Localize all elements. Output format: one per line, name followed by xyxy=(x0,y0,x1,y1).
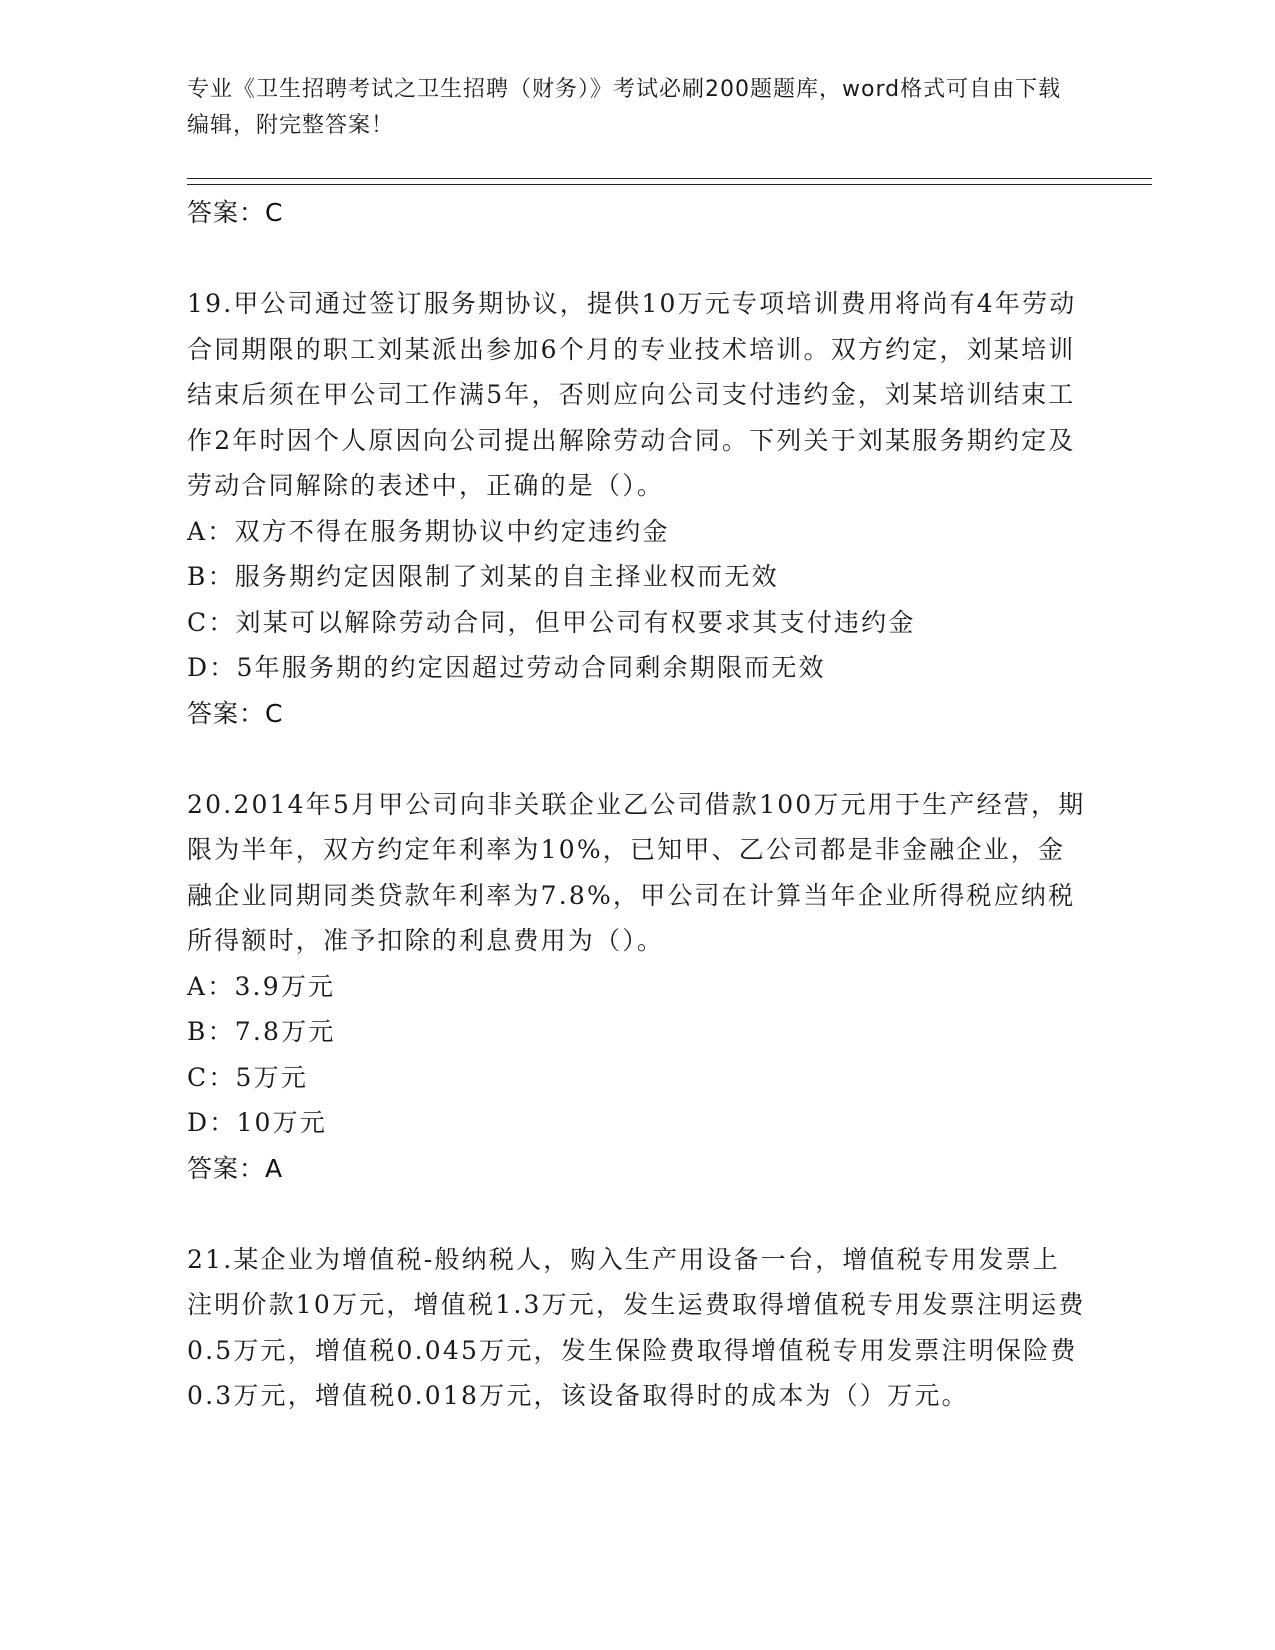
question-19-option-d: D：5年服务期的约定因超过劳动合同剩余期限而无效 xyxy=(187,653,826,682)
question-20-answer: 答案：A xyxy=(187,1153,284,1183)
document-header: 专业《卫生招聘考试之卫生招聘（财务）》考试必刷200题题库，word格式可自由下载编辑，附完整答案！ xyxy=(187,77,1062,138)
question-19-option-c: C：刘某可以解除劳动合同，但甲公司有权要求其支付违约金 xyxy=(187,607,916,637)
question-21 xyxy=(187,1237,1087,1419)
question-19-text: 19.甲公司通过签订服务期协议，提供10万元专项培训费用将尚有4年劳动合同期限的职工刘某派出参加6个月的专业技术培训。双方约定，刘某培训结束后须在甲公司工作满5年，否则应向公司支付违约金，刘某培训结束工作2年时因个人原因向公司提出解除劳动合同。下列关于刘某服务期约定及劳动合同解除的表述中，正确的是（）。 xyxy=(187,289,1077,500)
question-19-option-b: B：服务期约定因限制了刘某的自主择业权而无效 xyxy=(187,562,779,591)
question-21-text: 21.某企业为增值税-般纳税人，购入生产用设备一台，增值税专用发票上注明价款10万元，增值税1.3万元，发生运费取得增值税专用发票注明运费0.5万元，增值税0.045万元，发生保险费取得增值税专用发票注明保险费0.3万元，增值税0.018万元，该设备取得时的成本为（）万元。 xyxy=(187,1244,1086,1410)
question-20-option-c: C：5万元 xyxy=(187,1062,309,1092)
answer-prev: 答案：C xyxy=(187,198,284,227)
question-19-answer: 答案：C xyxy=(187,698,284,728)
question-19 xyxy=(187,281,1087,737)
header-divider-bottom xyxy=(187,184,1152,185)
question-20-option-b: B：7.8万元 xyxy=(187,1017,336,1046)
question-20-option-d: D：10万元 xyxy=(187,1108,328,1137)
page-content xyxy=(187,190,1087,1419)
header-divider-top xyxy=(187,178,1152,179)
question-20-text: 20.2014年5月甲公司向非关联企业乙公司借款100万元用于生产经营，期限为半年，双方约定年利率为10%，已知甲、乙公司都是非金融企业，金融企业同期同类贷款年利率为7.8%，甲公司在计算当年企业所得税应纳税所得额时，准予扣除的利息费用为（）。 xyxy=(187,789,1086,955)
question-20-option-a: A：3.9万元 xyxy=(187,971,336,1001)
question-19-option-a: A：双方不得在服务期协议中约定违约金 xyxy=(187,516,670,546)
question-20 xyxy=(187,782,1087,1192)
